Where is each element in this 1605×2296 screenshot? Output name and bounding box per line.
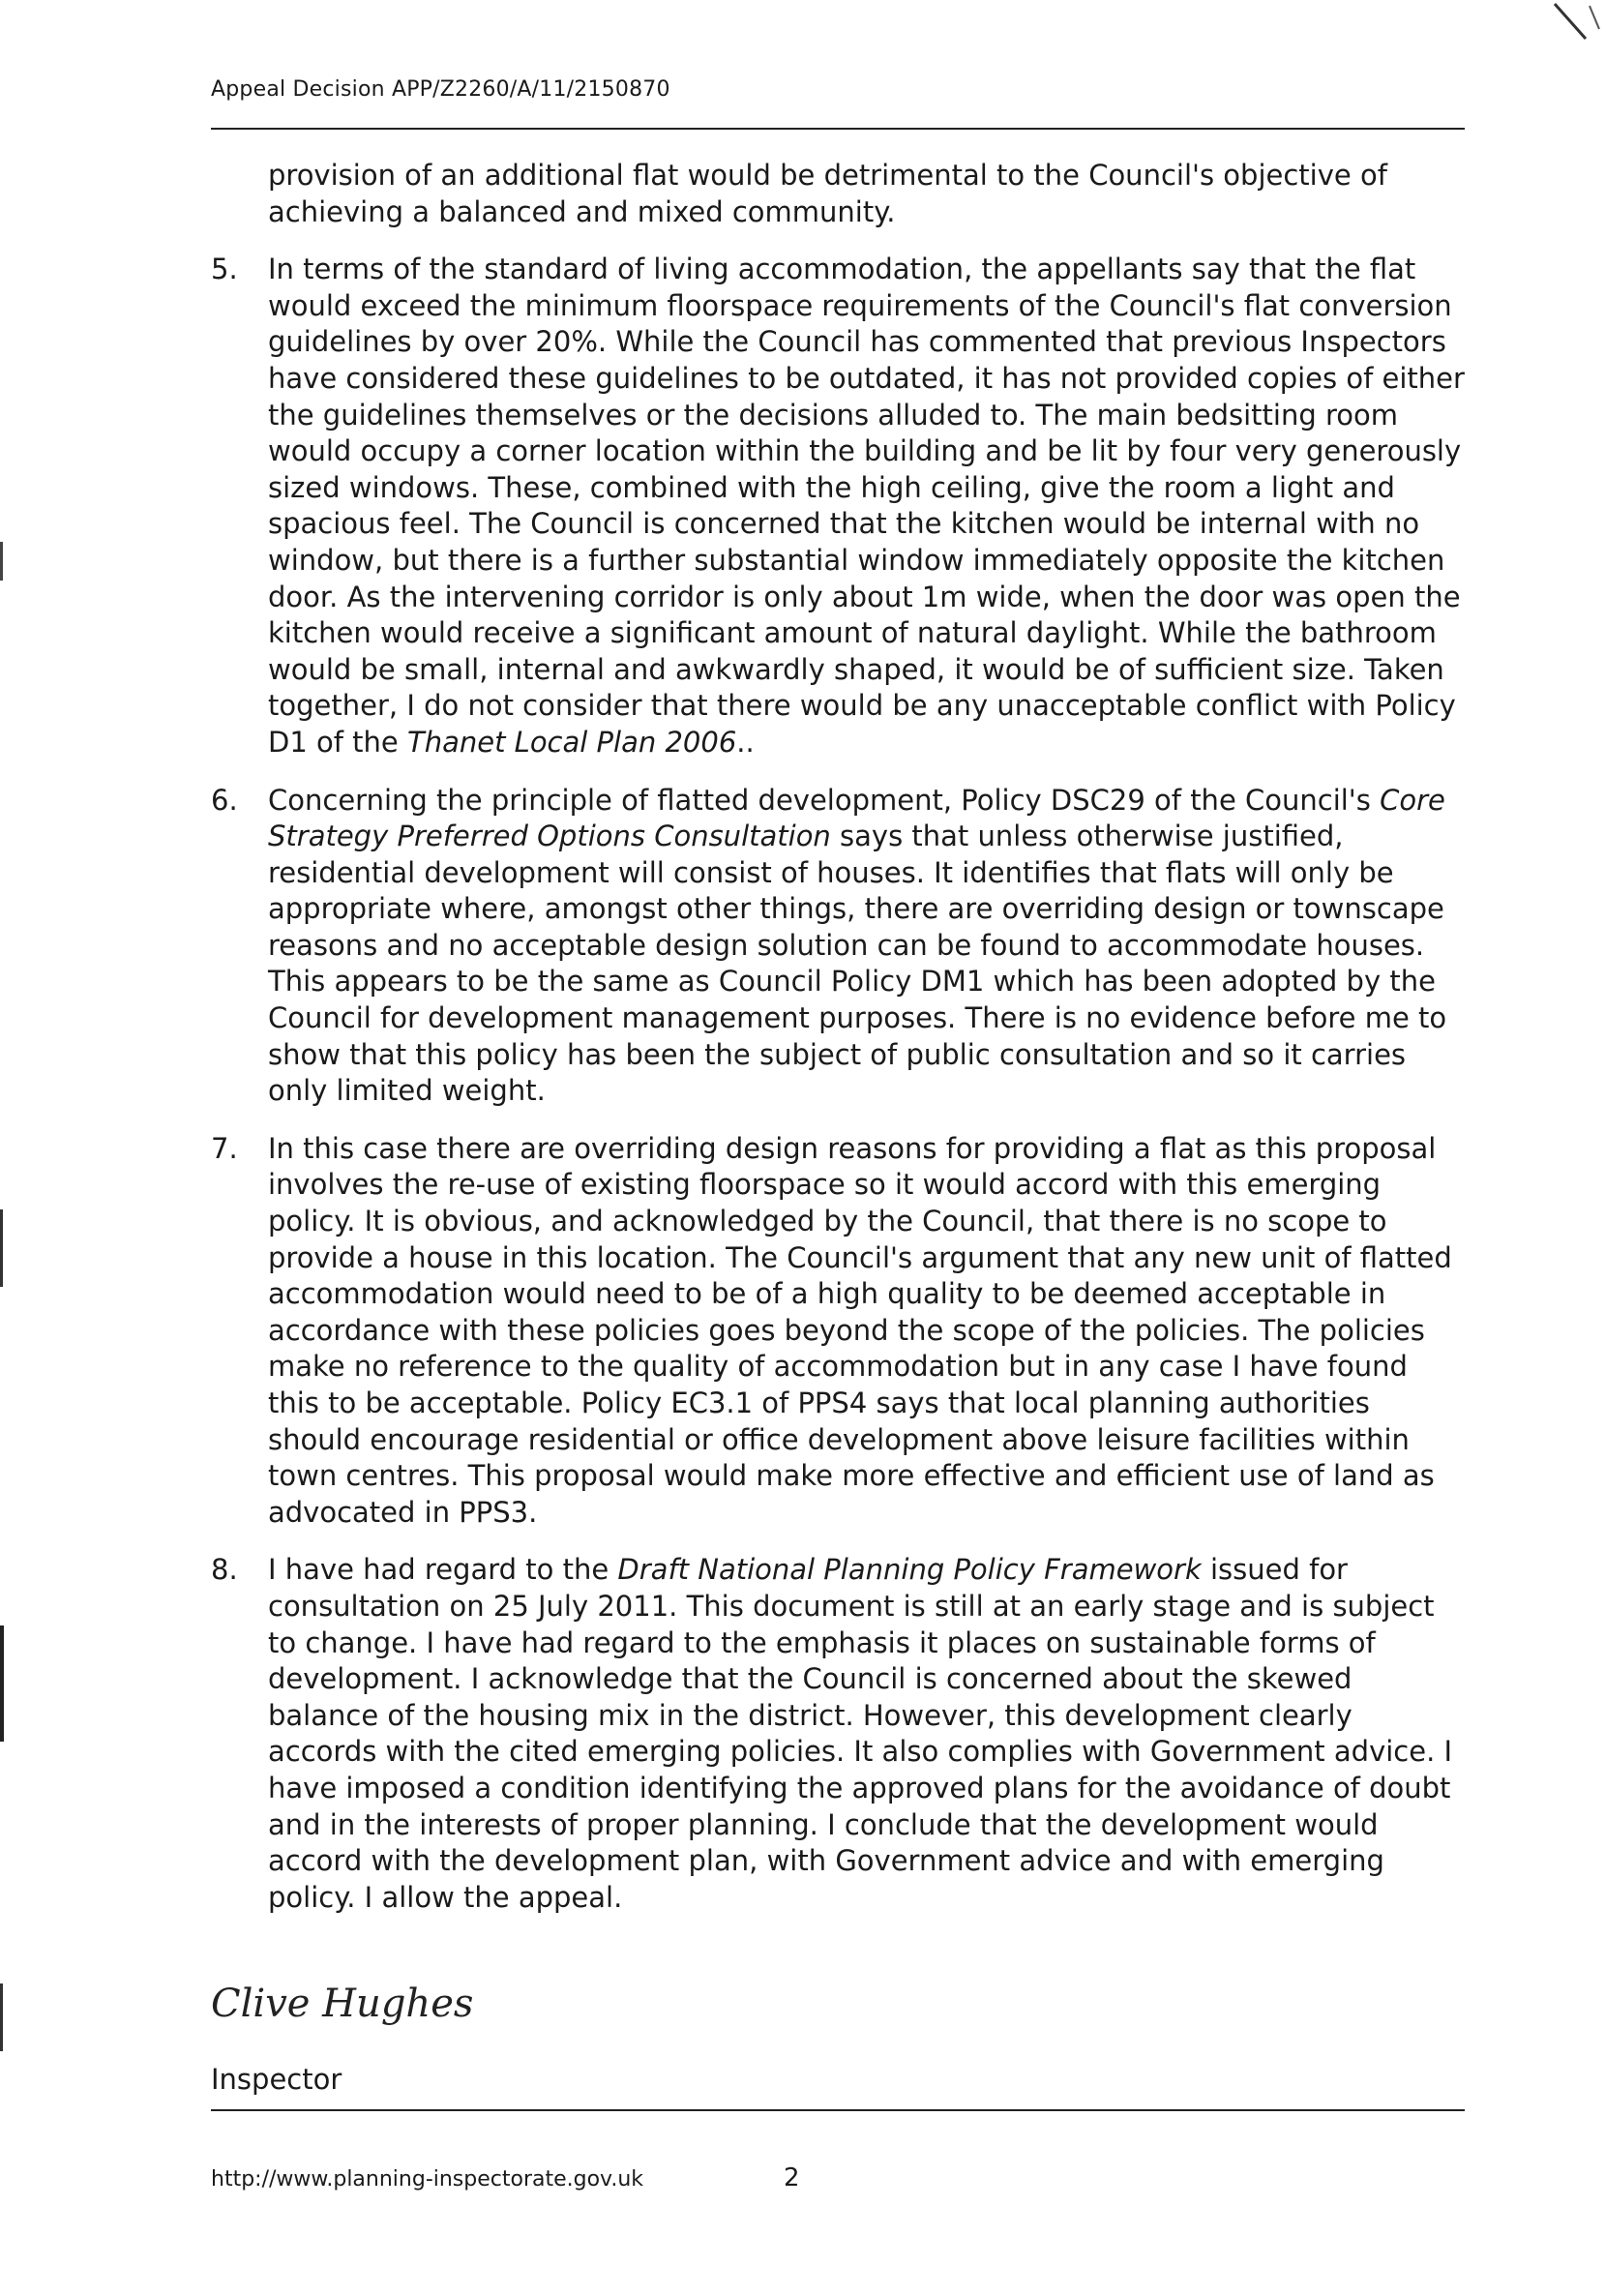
page-number: 2: [784, 2163, 800, 2192]
footer-rule: [211, 2109, 1465, 2111]
paragraph-number: 5.: [211, 253, 238, 286]
plan-title: Thanet Local Plan 2006: [406, 725, 737, 759]
paragraph-number: 7.: [211, 1131, 238, 1165]
intro-paragraph: provision of an additional flat would be detrimental to the Council's objective of achieving a balanced and mixed community.: [268, 159, 1387, 228]
appeal-reference: Appeal Decision APP/Z2260/A/11/2150870: [211, 77, 670, 102]
decision-body: [211, 158, 1465, 1937]
paragraph-text: Concerning the principle of flatted development, Policy DSC29 of the Council's Core Strategy Preferred Options Consultation says that unless otherwise justified, residential development will consist of houses. It identifies that flats will only be appropriate where, amongst other things, there are overriding design or townscape reasons and no acceptable design solution can be found to accommodate houses. This appears to be the same as Council Policy DM1 which has been adopted by the Council for development management purposes. There is no evidence before me to show that this policy has been the subject of public consultation and so it carries only limited weight.: [268, 783, 1447, 1108]
paragraph-7: [211, 1131, 1465, 1532]
paragraph-5: [211, 252, 1465, 760]
footer-url: http://www.planning-inspectorate.gov.uk: [211, 2167, 644, 2192]
scan-corner-mark: [1547, 0, 1605, 58]
strategy-title: Core Strategy Preferred Options Consultation: [268, 783, 1445, 853]
inspector-role: Inspector: [211, 2063, 342, 2096]
paragraph-text: I have had regard to the Draft National Planning Policy Framework issued for consultation on 25 July 2011. This document is still at an early stage and is subject to change. I have had regard to the emphasis it places on sustainable forms of development. I acknowledge that the Council is concerned about the skewed balance of the housing mix in the district. However, this development clearly accords with the cited emerging policies. It also complies with Government advice. I have imposed a condition identifying the approved plans for the avoidance of doubt and in the interests of proper planning. I conclude that the development would accord with the development plan, with Government advice and with emerging policy. I allow the appeal.: [268, 1553, 1453, 1914]
paragraph-text: In this case there are overriding design reasons for providing a flat as this proposal involves the re-use of existing floorspace so it would accord with this emerging policy. It is obvious, and acknowledged by the Council, that there is no scope to provide a house in this location. The Council's argument that any new unit of flatted accommodation would need to be of a high quality to be deemed acceptable in accordance with these policies goes beyond the scope of the policies. The policies make no reference to the quality of accommodation but in any case I have found this to be acceptable. Policy EC3.1 of PPS4 says that local planning authorities should encourage residential or office development above leisure facilities within town centres. This proposal would make more effective and efficient use of land as advocated in PPS3.: [268, 1131, 1452, 1529]
paragraph-6: [211, 783, 1465, 1110]
paragraph-8: [211, 1552, 1465, 1916]
paragraph-text: In terms of the standard of living accommodation, the appellants say that the flat would exceed the minimum floorspace requirements of the Council's flat conversion guidelines by over 20%. While the Council has commented that previous Inspectors have considered these guidelines to be outdated, it has not provided copies of either the guidelines themselves or the decisions alluded to. The main bedsitting room would occupy a corner location within the building and be lit by four very generously sized windows. These, combined with the high ceiling, give the room a light and spacious feel. The Council is concerned that the kitchen would be internal with no window, but there is a further substantial window immediately opposite the kitchen door. As the intervening corridor is only about 1m wide, when the door was open the kitchen would receive a significant amount of natural daylight. While the bathroom would be small, internal and awkwardly shaped, it would be of sufficient size. Taken together, I do not consider that there would be any unacceptable conflict with Policy D1 of the Thanet Local Plan 2006..: [268, 253, 1465, 759]
inspector-signature: Clive Hughes: [211, 1982, 474, 2026]
paragraph-number: 6.: [211, 783, 238, 817]
header-rule: [211, 128, 1465, 130]
paragraph-number: 8.: [211, 1553, 238, 1587]
scan-edge: [0, 0, 6, 2296]
framework-title: Draft National Planning Policy Framework: [617, 1553, 1202, 1587]
